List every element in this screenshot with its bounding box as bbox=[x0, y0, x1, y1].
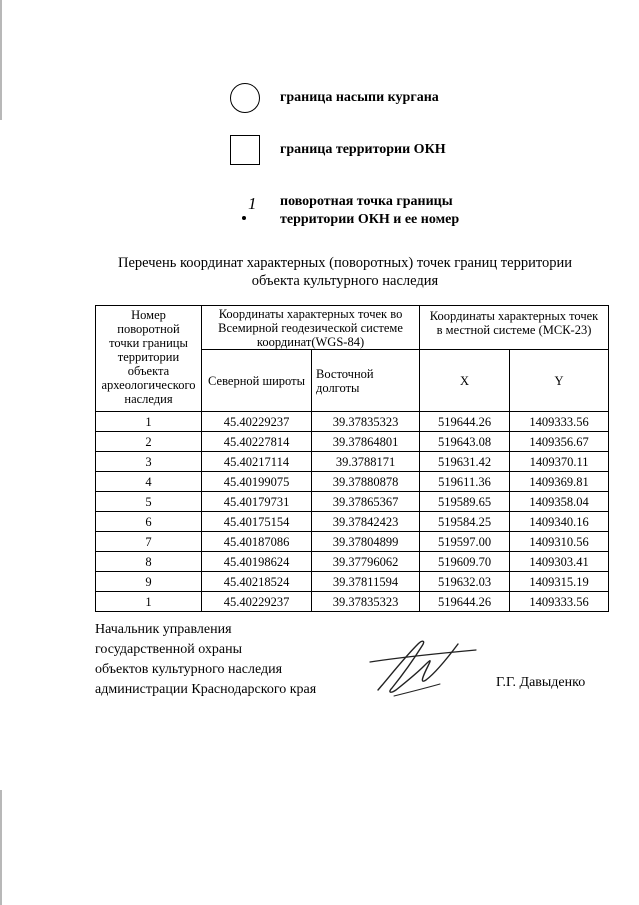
turning-point-icon bbox=[230, 196, 260, 226]
cell-lon: 39.37865367 bbox=[312, 492, 420, 512]
legend-okn-label: граница территории ОКН bbox=[280, 142, 446, 157]
cell-lat: 45.40198624 bbox=[202, 552, 312, 572]
circle-symbol-icon bbox=[230, 83, 260, 113]
header-number: Номер поворотной точки границы территории объекта археологического наследия bbox=[96, 306, 202, 412]
cell-y: 1409315.19 bbox=[510, 572, 609, 592]
legend-turning-point-line2: территории ОКН и ее номер bbox=[280, 212, 460, 227]
handwritten-signature-icon bbox=[360, 632, 480, 702]
cell-lat: 45.40199075 bbox=[202, 472, 312, 492]
header-x: X bbox=[420, 350, 510, 412]
scan-edge-bottom bbox=[0, 790, 2, 905]
cell-lon: 39.37835323 bbox=[312, 412, 420, 432]
cell-y: 1409356.67 bbox=[510, 432, 609, 452]
cell-x: 519631.42 bbox=[420, 452, 510, 472]
table-row bbox=[96, 592, 609, 612]
point-number: 1 bbox=[248, 194, 257, 213]
cell-y: 1409370.11 bbox=[510, 452, 609, 472]
cell-lat: 45.40229237 bbox=[202, 592, 312, 612]
table-row bbox=[96, 472, 609, 492]
cell-lat: 45.40217114 bbox=[202, 452, 312, 472]
cell-y: 1409303.41 bbox=[510, 552, 609, 572]
cell-lat: 45.40227814 bbox=[202, 432, 312, 452]
cell-number: 1 bbox=[96, 592, 202, 612]
list-title-line1: Перечень координат характерных (поворотных) точек границ территории bbox=[117, 255, 573, 271]
square-symbol-icon bbox=[230, 135, 260, 165]
cell-lon: 39.37842423 bbox=[312, 512, 420, 532]
table-row bbox=[96, 412, 609, 432]
cell-number: 5 bbox=[96, 492, 202, 512]
header-msk-group: Координаты характерных точек в местной системе (МСК-23) bbox=[420, 306, 609, 350]
table-row bbox=[96, 432, 609, 452]
cell-x: 519611.36 bbox=[420, 472, 510, 492]
cell-x: 519643.08 bbox=[420, 432, 510, 452]
cell-lon: 39.37880878 bbox=[312, 472, 420, 492]
point-dot-icon bbox=[242, 216, 246, 220]
signer-name: Г.Г. Давыденко bbox=[496, 675, 586, 690]
cell-x: 519632.03 bbox=[420, 572, 510, 592]
table-row bbox=[96, 532, 609, 552]
cell-y: 1409333.56 bbox=[510, 412, 609, 432]
table-row bbox=[96, 512, 609, 532]
header-wgs-group: Координаты характерных точек во Всемирной геодезической системе координат(WGS-84) bbox=[202, 306, 420, 350]
legend-turning-point bbox=[230, 193, 459, 229]
cell-lat: 45.40175154 bbox=[202, 512, 312, 532]
cell-y: 1409310.56 bbox=[510, 532, 609, 552]
header-y: Y bbox=[510, 350, 609, 412]
cell-lon: 39.37864801 bbox=[312, 432, 420, 452]
cell-lat: 45.40179731 bbox=[202, 492, 312, 512]
scan-edge-top bbox=[0, 0, 2, 120]
legend-okn bbox=[230, 135, 446, 165]
cell-x: 519609.70 bbox=[420, 552, 510, 572]
cell-x: 519584.25 bbox=[420, 512, 510, 532]
cell-x: 519644.26 bbox=[420, 412, 510, 432]
list-title bbox=[95, 254, 595, 290]
cell-x: 519644.26 bbox=[420, 592, 510, 612]
cell-lat: 45.40218524 bbox=[202, 572, 312, 592]
cell-y: 1409340.16 bbox=[510, 512, 609, 532]
cell-lat: 45.40229237 bbox=[202, 412, 312, 432]
cell-y: 1409358.04 bbox=[510, 492, 609, 512]
table-row bbox=[96, 492, 609, 512]
table-row bbox=[96, 452, 609, 472]
table-row bbox=[96, 572, 609, 592]
signature-block bbox=[95, 620, 316, 700]
legend-mound-label: граница насыпи кургана bbox=[280, 90, 439, 105]
cell-number: 2 bbox=[96, 432, 202, 452]
cell-lat: 45.40187086 bbox=[202, 532, 312, 552]
cell-lon: 39.37796062 bbox=[312, 552, 420, 572]
legend-turning-point-label bbox=[280, 193, 459, 229]
cell-number: 3 bbox=[96, 452, 202, 472]
cell-number: 4 bbox=[96, 472, 202, 492]
cell-y: 1409333.56 bbox=[510, 592, 609, 612]
header-north: Северной широты bbox=[202, 350, 312, 412]
cell-number: 7 bbox=[96, 532, 202, 552]
cell-number: 6 bbox=[96, 512, 202, 532]
legend-turning-point-line1: поворотная точка границы bbox=[280, 194, 453, 209]
list-title-line2: объекта культурного наследия bbox=[251, 273, 439, 289]
signature-position-line1: Начальник управления bbox=[95, 622, 232, 637]
signature-position-line4: администрации Краснодарского края bbox=[95, 682, 317, 697]
signature-position-line3: объектов культурного наследия bbox=[95, 662, 283, 677]
legend-mound bbox=[230, 83, 439, 113]
cell-x: 519597.00 bbox=[420, 532, 510, 552]
cell-number: 1 bbox=[96, 412, 202, 432]
cell-lon: 39.3788171 bbox=[312, 452, 420, 472]
header-east: Восточной долготы bbox=[312, 350, 420, 412]
cell-lon: 39.37804899 bbox=[312, 532, 420, 552]
cell-lon: 39.37835323 bbox=[312, 592, 420, 612]
cell-number: 9 bbox=[96, 572, 202, 592]
cell-lon: 39.37811594 bbox=[312, 572, 420, 592]
cell-y: 1409369.81 bbox=[510, 472, 609, 492]
coordinates-table bbox=[95, 305, 609, 612]
table-row bbox=[96, 552, 609, 572]
signature-position-line2: государственной охраны bbox=[95, 642, 243, 657]
cell-x: 519589.65 bbox=[420, 492, 510, 512]
cell-number: 8 bbox=[96, 552, 202, 572]
